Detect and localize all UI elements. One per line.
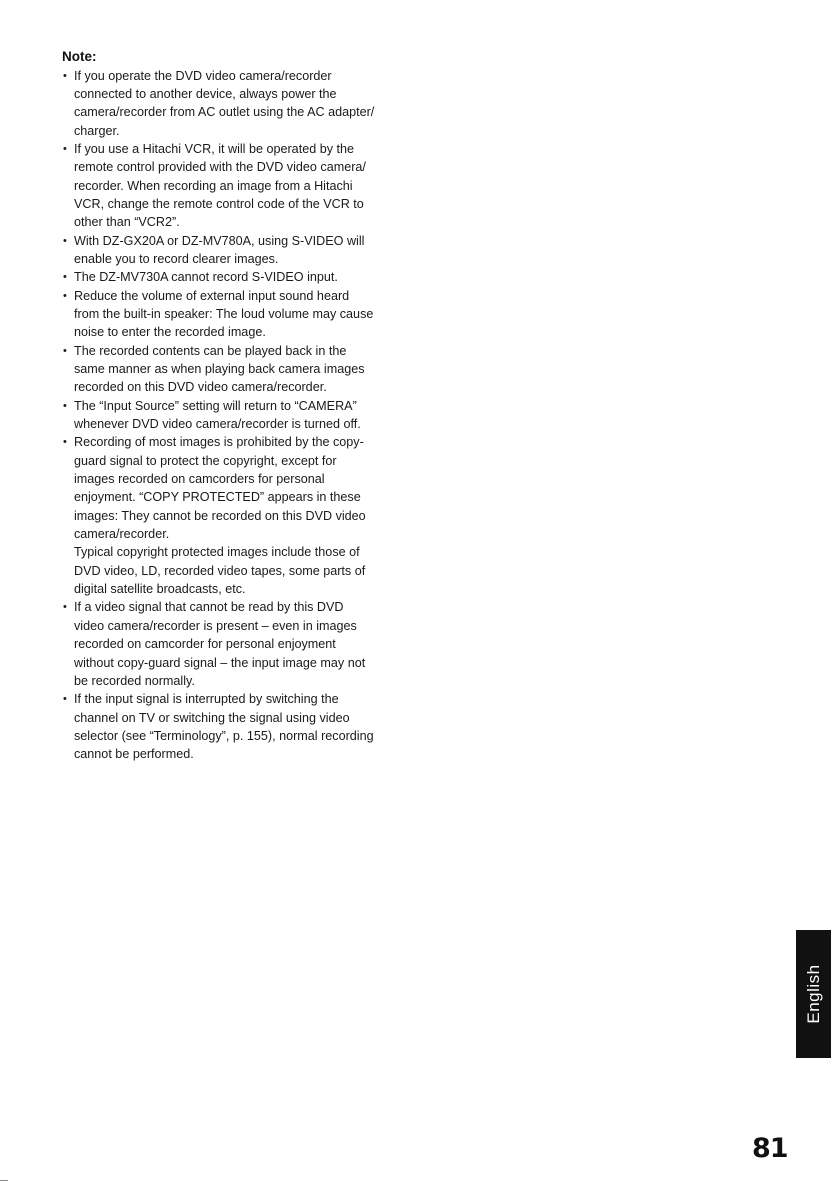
note-line: guard signal to protect the copyright, except for bbox=[74, 453, 337, 468]
bullet-icon: • bbox=[63, 344, 67, 357]
note-section bbox=[62, 47, 422, 764]
note-line: If you use a Hitachi VCR, it will be operated by the bbox=[74, 141, 355, 156]
note-line: recorded on camcorder for personal enjoyment bbox=[74, 637, 336, 652]
bullet-icon: • bbox=[63, 399, 67, 412]
bullet-icon: • bbox=[63, 69, 67, 82]
note-list bbox=[62, 67, 422, 764]
note-item bbox=[62, 598, 422, 690]
language-tab-label: English bbox=[803, 964, 823, 1024]
note-line: digital satellite broadcasts, etc. bbox=[74, 582, 246, 597]
note-item bbox=[62, 67, 422, 140]
note-line: Reduce the volume of external input sound heard bbox=[74, 288, 350, 303]
bullet-icon: • bbox=[63, 142, 67, 155]
language-tab bbox=[796, 930, 831, 1058]
note-item bbox=[62, 433, 422, 598]
note-line: enjoyment. “COPY PROTECTED” appears in these bbox=[74, 490, 361, 505]
note-item bbox=[62, 342, 422, 397]
note-item bbox=[62, 140, 422, 232]
note-line: other than “VCR2”. bbox=[74, 215, 180, 230]
page-number: 81 bbox=[752, 1133, 788, 1164]
note-line: same manner as when playing back camera images bbox=[74, 362, 365, 376]
note-line: DVD video, LD, recorded video tapes, some parts of bbox=[74, 563, 366, 578]
bullet-icon: • bbox=[63, 289, 67, 302]
note-line: If you operate the DVD video camera/recorder bbox=[74, 68, 332, 83]
note-line: VCR, change the remote control code of the VCR to bbox=[74, 196, 364, 211]
note-heading: Note: bbox=[62, 49, 97, 64]
note-line: remote control provided with the DVD video camera/ bbox=[74, 160, 366, 175]
bullet-icon: • bbox=[63, 234, 67, 247]
note-line: With DZ-GX20A or DZ-MV780A, using S-VIDEO will bbox=[74, 233, 365, 248]
note-line: The recorded contents can be played back in the bbox=[74, 343, 347, 358]
note-item bbox=[62, 268, 422, 286]
note-line: Typical copyright protected images include those of bbox=[74, 545, 360, 560]
note-line: The “Input Source” setting will return to “CAMERA” bbox=[74, 398, 357, 413]
note-item bbox=[62, 232, 422, 269]
note-line: without copy-guard signal – the input image may not bbox=[74, 655, 366, 670]
note-line: If the input signal is interrupted by switching the bbox=[74, 692, 339, 707]
note-line: If a video signal that cannot be read by this DVD bbox=[74, 600, 344, 615]
bullet-icon: • bbox=[63, 693, 67, 706]
note-line: from the built-in speaker: The loud volume may cause bbox=[74, 306, 374, 321]
note-line: images: They cannot be recorded on this DVD video bbox=[74, 508, 366, 523]
note-line: selector (see “Terminology”, p. 155), normal recording bbox=[74, 728, 374, 743]
note-line: recorded on this DVD video camera/recorder. bbox=[74, 380, 327, 395]
bullet-icon: • bbox=[63, 436, 67, 449]
note-item bbox=[62, 397, 422, 434]
note-line: whenever DVD video camera/recorder is turned off. bbox=[74, 417, 361, 432]
bullet-icon: • bbox=[63, 601, 67, 614]
note-line: noise to enter the recorded image. bbox=[74, 325, 266, 340]
note-line: The DZ-MV730A cannot record S-VIDEO input. bbox=[74, 270, 338, 285]
note-line: camera/recorder from AC outlet using the AC adapter/ bbox=[74, 105, 375, 120]
note-line: channel on TV or switching the signal using video bbox=[74, 710, 350, 725]
note-line: images recorded on camcorders for personal bbox=[74, 472, 325, 487]
note-line: video camera/recorder is present – even in images bbox=[74, 618, 357, 633]
bullet-icon: • bbox=[63, 271, 67, 284]
note-line: enable you to record clearer images. bbox=[74, 251, 279, 266]
note-item bbox=[62, 287, 422, 342]
note-line: cannot be performed. bbox=[74, 747, 194, 762]
note-line: charger. bbox=[74, 123, 120, 138]
note-line: recorder. When recording an image from a Hitachi bbox=[74, 178, 353, 193]
note-line: Recording of most images is prohibited by the copy- bbox=[74, 435, 364, 450]
note-line: be recorded normally. bbox=[74, 673, 195, 688]
note-item bbox=[62, 690, 422, 763]
note-line: camera/recorder. bbox=[74, 527, 170, 542]
note-line: connected to another device, always power the bbox=[74, 86, 337, 101]
